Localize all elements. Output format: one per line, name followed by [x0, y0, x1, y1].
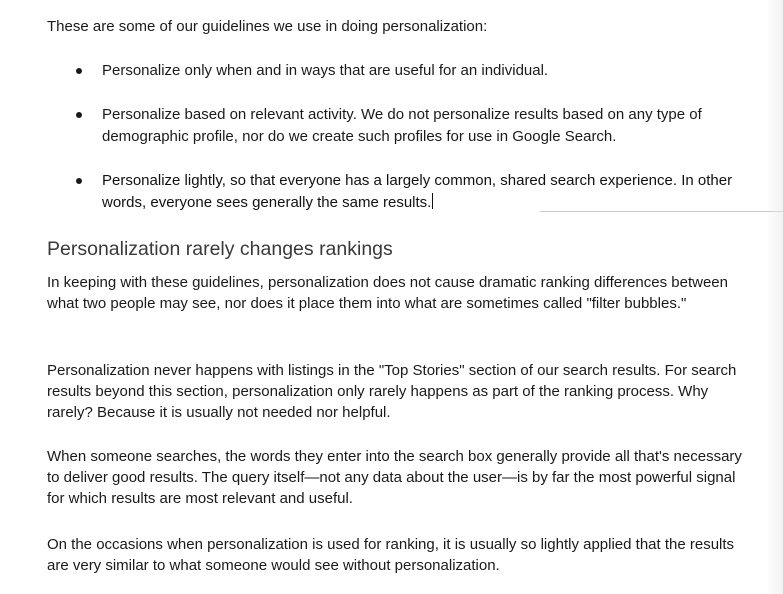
text-cursor	[432, 193, 433, 209]
bullet-icon	[76, 68, 82, 74]
bullet-icon	[76, 178, 82, 184]
list-item-text: Personalize based on relevant activity. We do not personalize results based on any type of demographic profile, nor do we create such profiles for use in Google Search.	[102, 106, 702, 145]
list-item-text: Personalize only when and in ways that are useful for an individual.	[102, 62, 549, 79]
list-item-text: Personalize lightly, so that everyone has a largely common, shared search experience. In other words, everyone sees generally the same results.	[102, 172, 733, 211]
paragraph: Personalization never happens with listings in the "Top Stories" section of our search results. For search results beyond this section, personalization only rarely happens as part of the ranking process. Why rarely? Because it is usually not needed nor helpful.	[47, 362, 737, 421]
page-edge-shadow	[765, 0, 783, 594]
paragraph: In keeping with these guidelines, personalization does not cause dramatic ranking differences between what two people may see, nor does it place them into what are sometimes called "filter bubbles."	[47, 274, 728, 312]
paragraph: On the occasions when personalization is used for ranking, it is usually so lightly applied that the results are very similar to what someone would see without personalization.	[47, 536, 735, 574]
list-item-text-wrapper[interactable]	[102, 170, 736, 213]
paragraph: When someone searches, the words they enter into the search box generally provide all that's necessary to deliver good results. The query itself—not any data about the user—is by far the most powerful signal for which results are most relevant and useful.	[47, 448, 742, 507]
intro-text: These are some of our guidelines we use in doing personalization:	[47, 18, 488, 35]
divider	[540, 211, 783, 212]
section-heading: Personalization rarely changes rankings	[47, 238, 393, 260]
list-item	[76, 104, 736, 147]
bullet-icon	[76, 112, 82, 118]
list-item	[76, 170, 736, 213]
list-item	[76, 60, 736, 82]
